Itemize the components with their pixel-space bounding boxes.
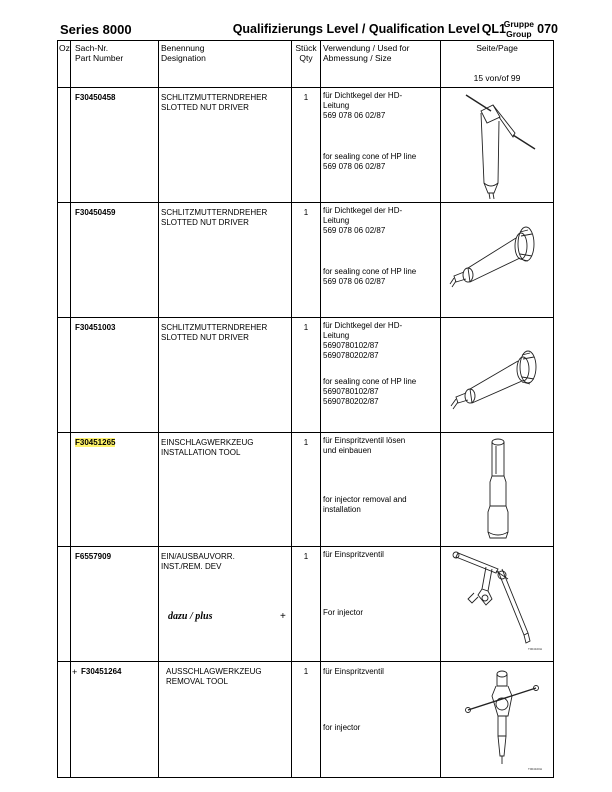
usage-line: 5690780102/87 xyxy=(323,341,379,350)
header-usage-en: Abmessung / Size xyxy=(323,53,392,63)
quantity: 1 xyxy=(303,438,309,447)
usage-line: Leitung xyxy=(323,216,350,225)
quantity: 1 xyxy=(303,552,309,561)
header-designation xyxy=(161,43,206,63)
designation xyxy=(161,323,267,343)
series-title: Series 8000 xyxy=(60,22,132,37)
row-divider xyxy=(58,317,553,318)
header-designation-de: Benennung xyxy=(161,43,205,53)
row-divider xyxy=(58,661,553,662)
part-number: F30450458 xyxy=(75,93,116,102)
designation-de: SCHLITZMUTTERNDREHER xyxy=(161,323,268,332)
page-header xyxy=(58,20,558,42)
usage-line: installation xyxy=(323,505,361,514)
installation-tool-icon xyxy=(478,436,518,544)
group-label-en: Group xyxy=(506,29,532,39)
usage-line: Leitung xyxy=(323,101,350,110)
designation xyxy=(161,438,253,458)
header-part-number xyxy=(75,43,123,63)
usage-line: 569 078 06 02/87 xyxy=(323,162,386,171)
usage-en xyxy=(323,723,360,733)
qualification-level-title: Qualifizierungs Level / Qualification Level xyxy=(232,22,480,36)
designation-en: SLOTTED NUT DRIVER xyxy=(161,103,249,112)
usage-line: for sealing cone of HP line xyxy=(323,377,417,386)
row-divider xyxy=(58,202,553,203)
image-caption: T004100H xyxy=(528,647,543,651)
usage-line: for injector xyxy=(323,723,361,732)
usage-line: für Dichtkegel der HD- xyxy=(323,91,403,100)
usage-line: 569 078 06 02/87 xyxy=(323,277,386,286)
quantity: 1 xyxy=(303,93,309,102)
highlighted-part-number: F30451265 xyxy=(75,438,116,447)
usage-line: für Dichtkegel der HD- xyxy=(323,321,403,330)
slotted-nut-driver-knurled-icon xyxy=(448,349,548,419)
designation-en: INST./REM. DEV xyxy=(161,562,222,571)
usage-de xyxy=(323,436,405,456)
header-usage xyxy=(323,43,409,63)
designation xyxy=(161,93,267,113)
header-part-number-en: Part Number xyxy=(75,53,124,63)
injector-removal-device-icon xyxy=(446,549,551,654)
removal-tool-icon xyxy=(458,666,548,766)
group-number: 070 xyxy=(537,22,558,36)
usage-line: für Einspritzventil lösen xyxy=(323,436,406,445)
parts-table xyxy=(57,40,554,778)
usage-line: for sealing cone of HP line xyxy=(323,267,417,276)
usage-line: 5690780202/87 xyxy=(323,397,379,406)
usage-line: 5690780202/87 xyxy=(323,351,379,360)
designation-de: AUSSCHLAGWERKZEUG xyxy=(166,667,262,676)
usage-de xyxy=(323,321,402,361)
usage-line: 5690780102/87 xyxy=(323,387,379,396)
designation-de: EINSCHLAGWERKZEUG xyxy=(161,438,254,447)
usage-line: For injector xyxy=(323,608,364,617)
header-qty xyxy=(292,43,320,63)
usage-line: Leitung xyxy=(323,331,350,340)
header-usage-de: Verwendung / Used for xyxy=(323,43,410,53)
designation-de: EIN/AUSBAUVORR. xyxy=(161,552,235,561)
part-number: F30451264 xyxy=(81,667,122,676)
usage-line: und einbauen xyxy=(323,446,372,455)
usage-de xyxy=(323,667,384,677)
image-caption: T004100H xyxy=(528,767,543,771)
accessory-note: dazu / plus xyxy=(168,611,213,622)
usage-en xyxy=(323,267,416,287)
header-designation-en: Designation xyxy=(161,53,206,63)
designation xyxy=(166,667,262,687)
usage-de xyxy=(323,206,402,236)
usage-de xyxy=(323,91,402,121)
usage-en xyxy=(323,377,416,407)
page-count: 15 von/of 99 xyxy=(473,73,521,83)
header-qty-en: Qty xyxy=(299,53,313,63)
row-divider xyxy=(58,432,553,433)
designation-en: SLOTTED NUT DRIVER xyxy=(161,333,249,342)
quantity: 1 xyxy=(303,208,309,217)
part-number xyxy=(75,438,115,448)
header-qty-de: Stück xyxy=(295,43,317,53)
header-page: Seite/Page xyxy=(476,43,518,53)
usage-en xyxy=(323,495,407,515)
col-divider-qty xyxy=(320,41,321,777)
usage-line: 569 078 06 02/87 xyxy=(323,111,386,120)
col-divider-part xyxy=(158,41,159,777)
quantity: 1 xyxy=(303,323,309,332)
usage-de xyxy=(323,550,384,560)
usage-line: 569 078 06 02/87 xyxy=(323,226,386,235)
designation-en: REMOVAL TOOL xyxy=(166,677,228,686)
usage-line: für Einspritzventil xyxy=(323,550,384,559)
group-label xyxy=(504,19,534,39)
part-number: F30451003 xyxy=(75,323,116,332)
designation xyxy=(161,552,235,572)
col-divider-designation xyxy=(291,41,292,777)
usage-en xyxy=(323,608,363,618)
col-divider-oz xyxy=(70,41,71,777)
accessory-plus-mark: + xyxy=(280,611,286,622)
slotted-nut-driver-t-handle-icon xyxy=(453,91,543,199)
header-part-number-de: Sach-Nr. xyxy=(75,43,109,53)
designation-en: SLOTTED NUT DRIVER xyxy=(161,218,249,227)
col-divider-usage xyxy=(440,41,441,777)
part-number: F6557909 xyxy=(75,552,112,561)
usage-en xyxy=(323,152,416,172)
designation-en: INSTALLATION TOOL xyxy=(161,448,241,457)
part-number: F30450459 xyxy=(75,208,116,217)
usage-line: für Einspritzventil xyxy=(323,667,384,676)
group-label-de: Gruppe xyxy=(503,19,534,29)
slotted-nut-driver-knurled-icon xyxy=(448,224,548,302)
usage-line: for sealing cone of HP line xyxy=(323,152,417,161)
usage-line: für Dichtkegel der HD- xyxy=(323,206,403,215)
row-divider xyxy=(58,87,553,88)
added-item-marker: + xyxy=(72,667,78,677)
designation-de: SCHLITZMUTTERNDREHER xyxy=(161,208,268,217)
header-oz: Oz xyxy=(59,43,70,53)
row-divider xyxy=(58,546,553,547)
designation xyxy=(161,208,267,228)
designation-de: SCHLITZMUTTERNDREHER xyxy=(161,93,268,102)
usage-line: for injector removal and xyxy=(323,495,407,504)
qualification-level-value: QL1 xyxy=(481,22,506,36)
quantity: 1 xyxy=(303,667,309,676)
